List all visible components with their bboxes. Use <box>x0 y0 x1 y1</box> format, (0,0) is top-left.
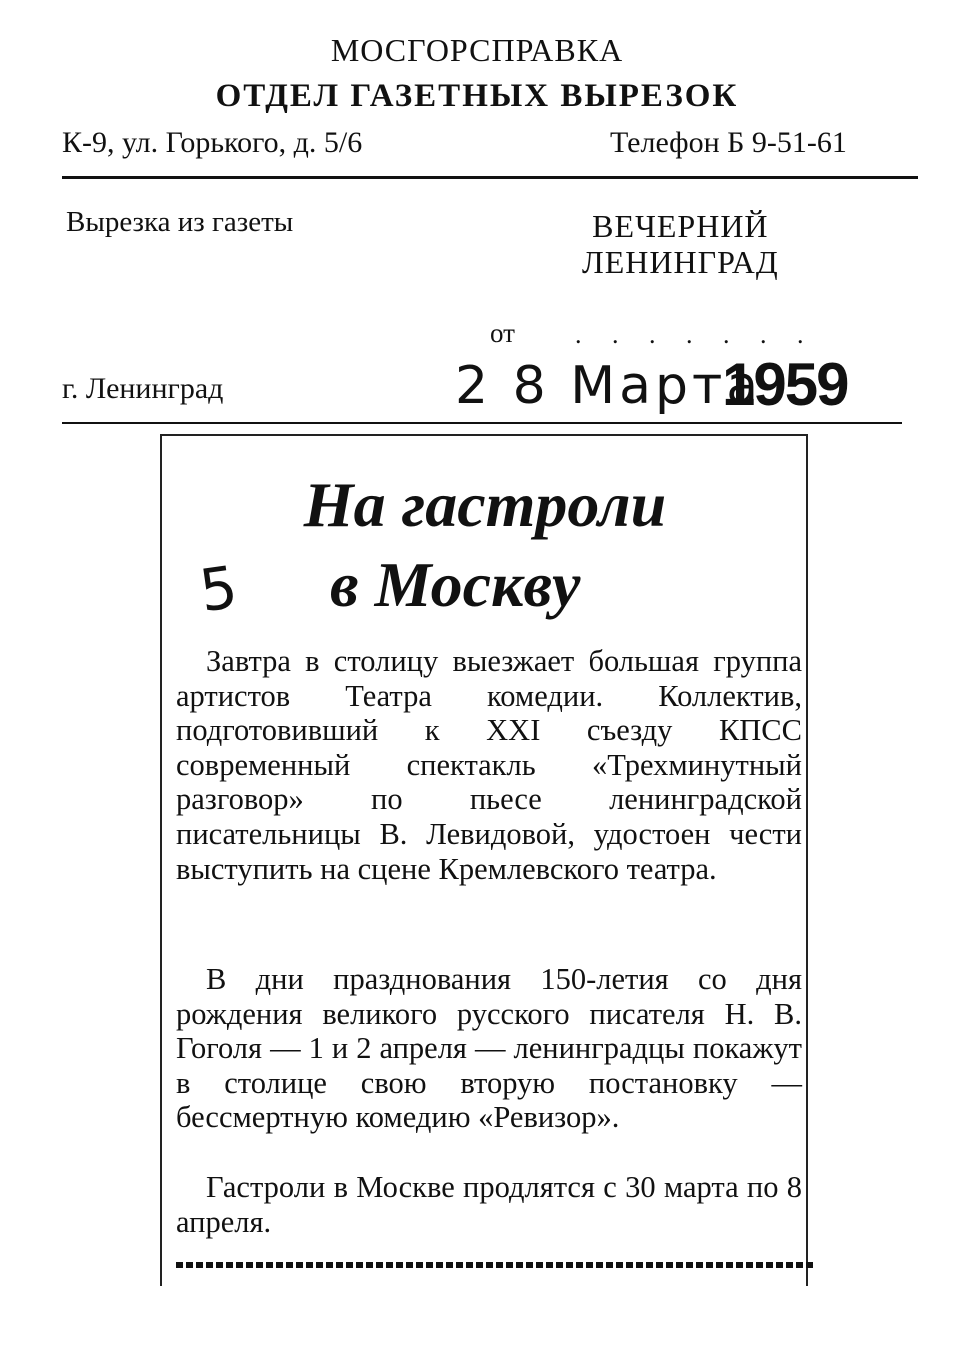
source-label: Вырезка из газеты <box>66 206 294 238</box>
article-paragraph-3: Гастроли в Москве продлятся с 30 марта по 8 апреля. <box>176 1170 802 1239</box>
newspaper-name <box>582 208 779 280</box>
clipping-bottom-edge <box>176 1262 814 1268</box>
handwritten-mark: 5 <box>195 552 242 626</box>
newspaper-name-line1: ВЕЧЕРНИЙ <box>592 208 769 244</box>
city: г. Ленинград <box>62 372 224 405</box>
year-stamp: 1959 <box>722 351 848 418</box>
phone: Телефон Б 9-51-61 <box>610 126 847 159</box>
org-name: МОСГОРСПРАВКА <box>330 32 624 68</box>
article-title-line1: На гастроли <box>303 469 667 540</box>
date-dotted-line: . . . . . . . <box>575 320 816 349</box>
newspaper-name-line2: ЛЕНИНГРАД <box>582 244 779 280</box>
from-label: от <box>490 318 515 348</box>
address: К-9, ул. Горького, д. 5/6 <box>62 126 363 159</box>
date-divider <box>62 422 902 424</box>
article-paragraph-1: Завтра в столицу выезжает большая группа артистов Театра комедии. Коллектив, подготовивший к XXI съезду КПСС современный спектакль «Трехминутный разговор» по пьесе ленинградской писательницы В. Левидовой, удостоен чести выступить на сцене Кремлевского театра. <box>176 644 802 886</box>
department-name: ОТДЕЛ ГАЗЕТНЫХ ВЫРЕЗОК <box>215 78 739 114</box>
handwritten-date: 2 8 Марта <box>455 356 763 416</box>
header-divider <box>62 176 918 179</box>
article-paragraph-2: В дни празднования 150-летия со дня рождения великого русского писателя Н. В. Гоголя — 1 и 2 апреля — ленинградцы покажут в столице свою вторую постановку — бессмертную комедию «Ревизор». <box>176 962 802 1135</box>
article-title-line2: в Москву <box>330 549 581 620</box>
